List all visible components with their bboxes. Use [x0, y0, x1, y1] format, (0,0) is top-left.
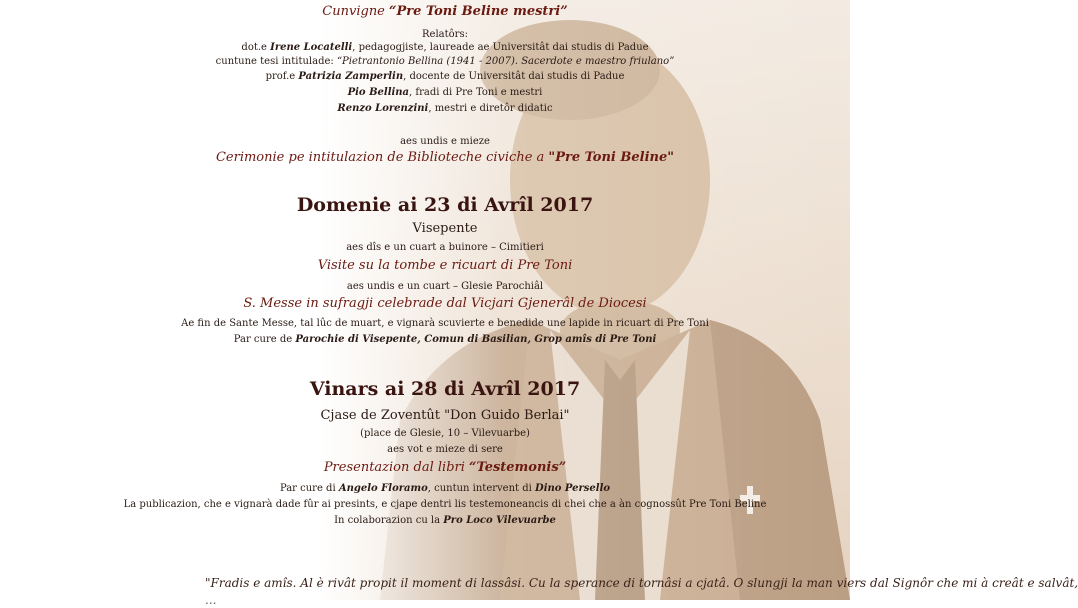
- day2-time1: aes dîs e un cuart a buinore – Cimitieri: [346, 242, 544, 253]
- day3-event: Presentazion dal libri “Testemonis”: [323, 460, 567, 475]
- relator-line-2: cuntune tesi intitulade: “Pietrantonio Bellina (1941 - 2007). Sacerdote e maestro friulano”: [215, 56, 675, 67]
- farewell-quote-line-1: "Fradis e amîs. Al è rivât propit il moment di lassâsi. Cu la sperance di tornâsi a cjatâ. O slungji la man viers dal Signôr che mi à creât e salvât,: [205, 576, 1078, 590]
- day3-address: (place de Glesie, 10 – Vilevuarbe): [360, 428, 530, 439]
- day3-heading: Vinars ai 28 di Avrîl 2017: [309, 378, 581, 400]
- day3-place: Cjase de Zoventût "Don Guido Berlai": [320, 408, 570, 423]
- ceremony-time: aes undis e mieze: [400, 136, 490, 147]
- relator-line-4: Pio Bellina, fradi di Pre Toni e mestri: [347, 87, 543, 98]
- day2-time2: aes undis e un cuart – Glesie Parochiâl: [346, 281, 544, 292]
- relators-heading: Relatôrs:: [422, 29, 468, 40]
- day2-event1: Visite su la tombe e ricuart di Pre Toni: [317, 258, 573, 273]
- day2-place: Visepente: [412, 221, 478, 236]
- day2-heading: Domenie ai 23 di Avrîl 2017: [296, 194, 594, 216]
- day2-event2: S. Messe in sufragji celebrade dal Vicjari Gjenerâl de Diocesi: [243, 296, 647, 311]
- relator-line-1: dot.e Irene Locatelli, pedagogjiste, laureade ae Universitât dai studis di Padue: [241, 42, 649, 53]
- farewell-quote-line-2: ...: [205, 593, 217, 607]
- cunvigne-title: Cunvigne “Pre Toni Beline mestri”: [322, 4, 568, 19]
- day3-care: Par cure di Angelo Floramo, cuntun intervent di Dino Persello: [279, 483, 611, 494]
- day3-time: aes vot e mieze di sere: [387, 444, 503, 455]
- relator-line-3: prof.e Patrizia Zamperlin, docente de Universitât dai studis di Padue: [265, 71, 625, 82]
- relator-line-5: Renzo Lorenzini, mestri e diretôr didatic: [337, 103, 553, 114]
- day3-publication: La publicazion, che e vignarà dade fûr ai presints, e cjape dentri lis testemoneancis di chei che a àn cognossût Pre Toni Beline: [123, 499, 767, 510]
- day2-note: Ae fin de Sante Messe, tal lûc de muart, e vignarà scuvierte e benedide une lapide in ricuart di Pre Toni: [181, 318, 709, 329]
- ceremony-title: Cerimonie pe intitulazion de Biblioteche civiche a "Pre Toni Beline": [215, 150, 675, 165]
- day2-care: Par cure de Parochie di Visepente, Comun di Basilian, Grop amîs di Pre Toni: [233, 334, 657, 345]
- day3-collaboration: In colaborazion cu la Pro Loco Vilevuarbe: [334, 515, 556, 526]
